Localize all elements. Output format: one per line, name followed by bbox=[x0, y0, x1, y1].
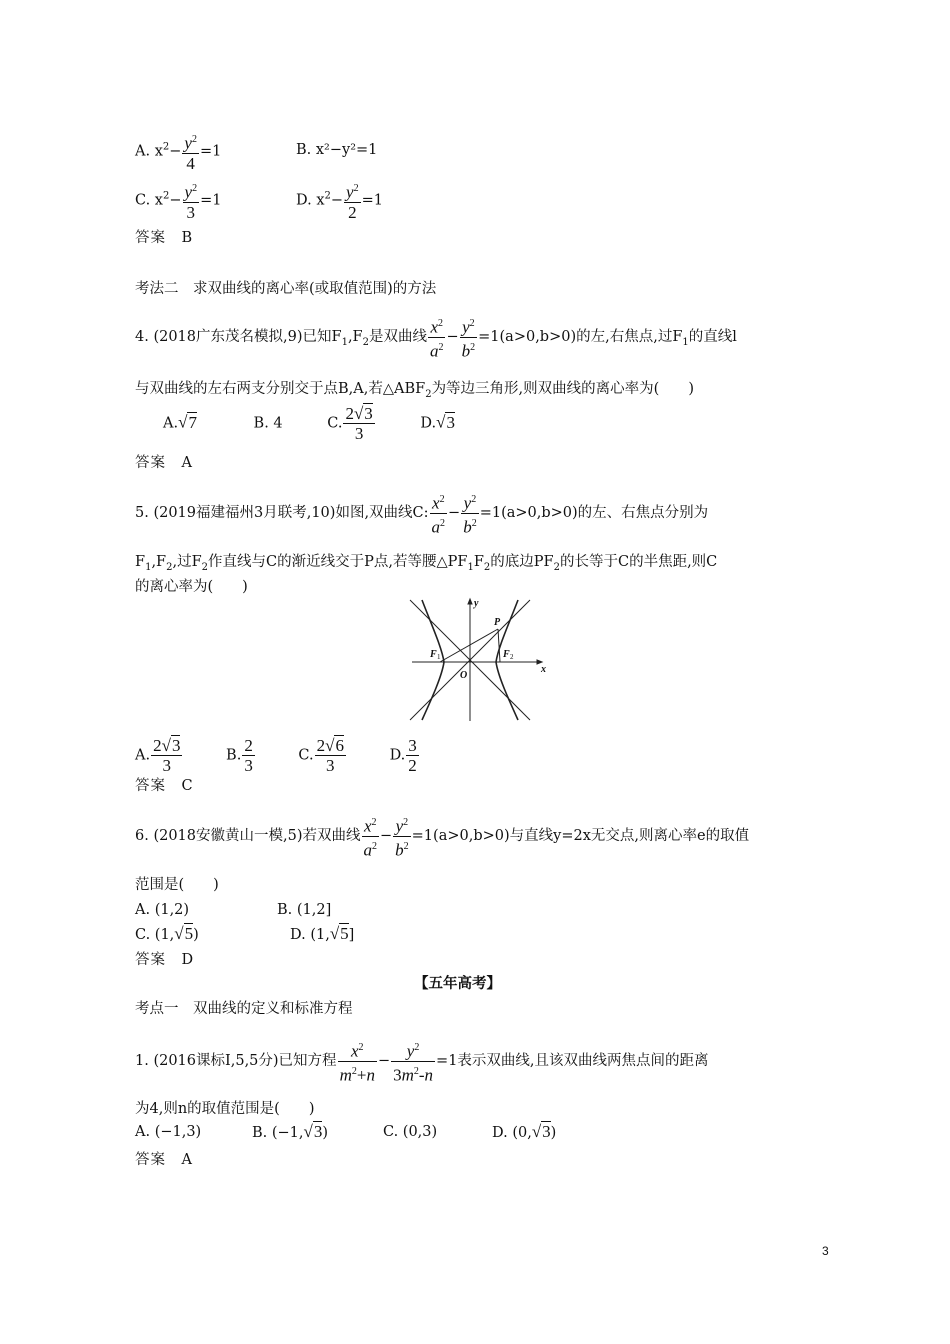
q1-option-b: B. (−1,√3) bbox=[252, 1122, 329, 1141]
q6-option-d: D. (1,√5] bbox=[290, 924, 355, 943]
q4-options: A.√7 B. 4 C. $\frac{2√3}{3}$ D.√3 bbox=[163, 404, 455, 443]
label-p: P bbox=[494, 617, 501, 628]
question-5-line3: 的离心率为( ) bbox=[135, 579, 248, 595]
q1-option-c: C. (0,3) bbox=[383, 1124, 438, 1140]
q6-option-b: B. (1,2] bbox=[277, 902, 332, 918]
segment-f1p bbox=[440, 629, 498, 662]
q1-option-d: D. (0,√3) bbox=[492, 1122, 557, 1141]
option-c: C. $x^2-$ $\frac{y^2}{3}$ =1 bbox=[135, 179, 221, 222]
question-1: 1. (2016课标Ⅰ,5,5分)已知方程 $\frac{x^2}{m^2+n}$ − $\frac{y^2}{3m^2-n}$ =1表示双曲线,且该双曲线两焦点间的距离 bbox=[135, 1038, 709, 1084]
section-heading: 【五年高考】 bbox=[414, 975, 501, 992]
hyperbola-figure bbox=[402, 596, 548, 724]
label-f1: F bbox=[430, 649, 437, 660]
method-title: 考法二 求双曲线的离心率(或取值范围)的方法 bbox=[135, 281, 437, 297]
question-6-line2: 范围是( ) bbox=[135, 877, 219, 893]
option-d: D. $x^2-$ $\frac{y^2}{2}$ =1 bbox=[296, 179, 383, 222]
q5-options: A. $\frac{2√3}{3}$ B. $\frac{2}{3}$ C. $\frac{2√6}{3}$ D. $\frac{3}{2}$ bbox=[135, 736, 417, 775]
page-number: 3 bbox=[822, 1244, 829, 1258]
question-4-line2: 与双曲线的左右两支分别交于点B,A,若$\triangle ABF_2$为等边三角形,则双曲线的离心率为( ) bbox=[135, 381, 694, 400]
question-5-line2: $F_1,F_2$,过$F_2$作直线与C的渐近线交于P点,若等腰$\triangle PF_1F_2$的底边$PF_2$的长等于C的半焦距,则C bbox=[135, 554, 718, 573]
q6-option-a: A. (1,2) bbox=[135, 902, 190, 918]
svg-text:1: 1 bbox=[437, 653, 441, 661]
answer: 答案 A bbox=[135, 455, 193, 471]
answer: 答案 B bbox=[135, 230, 194, 246]
question-4: 4. (2018广东茂名模拟,9)已知$F_1,F_2$是双曲线 $\frac{x^2}{a^2}$ − $\frac{y^2}{b^2}$ =1(a>0,b>0)的左,右焦点,过$F_1$的直线l bbox=[135, 314, 737, 360]
option-b: B. x²−y²=1 bbox=[296, 142, 378, 158]
left-branch bbox=[422, 600, 444, 720]
question-1-line2: 为4,则n的取值范围是( ) bbox=[135, 1101, 315, 1117]
answer: 答案 C bbox=[135, 778, 194, 794]
label-y: y bbox=[474, 598, 479, 609]
option-a: A. $x^2-$ $\frac{y^2}{4}$ =1 bbox=[135, 130, 221, 173]
label-x: x bbox=[541, 664, 546, 675]
answer: 答案 A bbox=[135, 1152, 193, 1168]
label-f2: F bbox=[503, 649, 510, 660]
answer: 答案 D bbox=[135, 952, 195, 968]
label-o: O bbox=[460, 670, 468, 681]
q1-option-a: A. (−1,3) bbox=[135, 1124, 202, 1140]
point-title: 考点一 双曲线的定义和标准方程 bbox=[135, 1001, 353, 1017]
svg-text:2: 2 bbox=[510, 653, 514, 661]
question-6: 6. (2018安徽黄山一模,5)若双曲线 $\frac{x^2}{a^2}$ − $\frac{y^2}{b^2}$ =1(a>0,b>0)与直线y=2x无交点,则离心率e的取值 bbox=[135, 813, 749, 859]
segment-pf2 bbox=[498, 629, 500, 662]
q6-option-c: C. (1,√5) bbox=[135, 924, 199, 943]
question-5: 5. (2019福建福州3月联考,10)如图,双曲线C: $\frac{x^2}{a^2}$ − $\frac{y^2}{b^2}$ =1(a>0,b>0)的左、右焦点分别为 bbox=[135, 490, 708, 536]
